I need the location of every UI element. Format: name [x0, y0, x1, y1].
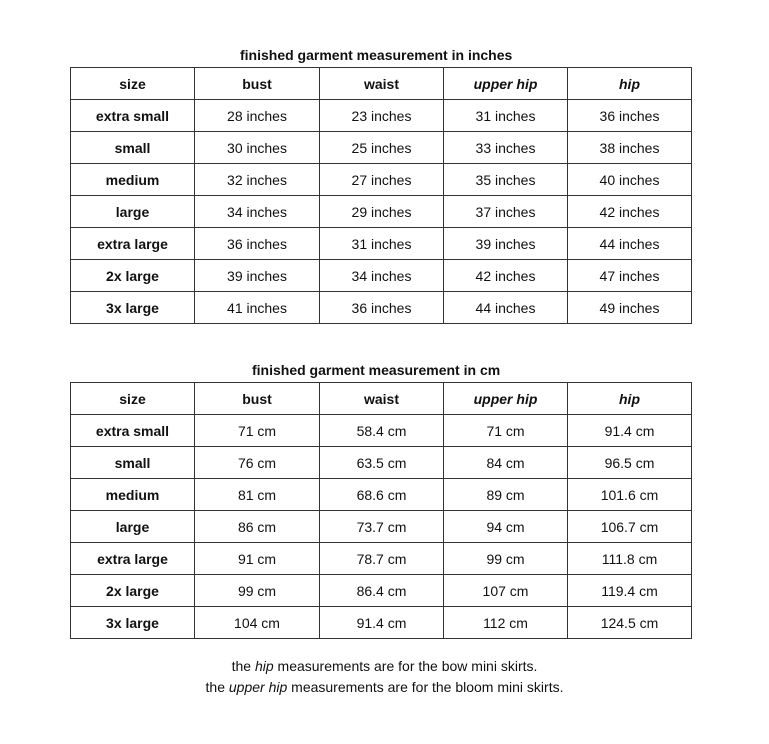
table-header-row	[71, 68, 692, 100]
bust-cell: 76 cm	[195, 447, 320, 479]
upper-hip-cell: 44 inches	[444, 292, 568, 324]
footnotes	[0, 656, 769, 698]
size-cell: extra large	[71, 228, 195, 260]
upper-hip-cell: 37 inches	[444, 196, 568, 228]
waist-cell: 36 inches	[320, 292, 444, 324]
upper-hip-cell: 71 cm	[444, 415, 568, 447]
bust-cell: 28 inches	[195, 100, 320, 132]
header-hip: hip	[568, 383, 692, 415]
bust-cell: 99 cm	[195, 575, 320, 607]
waist-cell: 25 inches	[320, 132, 444, 164]
waist-cell: 78.7 cm	[320, 543, 444, 575]
footnote-term: hip	[254, 658, 274, 674]
hip-cell: 38 inches	[568, 132, 692, 164]
inches-measurement-table	[70, 67, 692, 324]
hip-cell: 36 inches	[568, 100, 692, 132]
size-cell: 3x large	[71, 292, 195, 324]
size-cell: small	[71, 132, 195, 164]
table-row	[71, 511, 692, 543]
table-row	[71, 543, 692, 575]
waist-cell: 91.4 cm	[320, 607, 444, 639]
hip-cell: 101.6 cm	[568, 479, 692, 511]
header-waist: waist	[320, 68, 444, 100]
footnote-upper-hip: the upper hip measurements are for the bloom mini skirts.	[205, 679, 564, 695]
size-cell: large	[71, 511, 195, 543]
waist-cell: 29 inches	[320, 196, 444, 228]
footnote-hip: the hip measurements are for the bow mini skirts.	[231, 658, 538, 674]
waist-cell: 63.5 cm	[320, 447, 444, 479]
footnote-term: upper hip	[228, 679, 288, 695]
bust-cell: 36 inches	[195, 228, 320, 260]
upper-hip-cell: 31 inches	[444, 100, 568, 132]
hip-cell: 44 inches	[568, 228, 692, 260]
size-cell: small	[71, 447, 195, 479]
waist-cell: 68.6 cm	[320, 479, 444, 511]
upper-hip-cell: 94 cm	[444, 511, 568, 543]
table-row	[71, 196, 692, 228]
bust-cell: 30 inches	[195, 132, 320, 164]
waist-cell: 34 inches	[320, 260, 444, 292]
table-row	[71, 479, 692, 511]
hip-cell: 119.4 cm	[568, 575, 692, 607]
size-cell: extra large	[71, 543, 195, 575]
header-upper-hip: upper hip	[444, 383, 568, 415]
upper-hip-cell: 84 cm	[444, 447, 568, 479]
size-cell: 2x large	[71, 575, 195, 607]
waist-cell: 58.4 cm	[320, 415, 444, 447]
hip-cell: 42 inches	[568, 196, 692, 228]
bust-cell: 91 cm	[195, 543, 320, 575]
size-cell: extra small	[71, 415, 195, 447]
size-cell: extra small	[71, 100, 195, 132]
size-cell: medium	[71, 164, 195, 196]
bust-cell: 32 inches	[195, 164, 320, 196]
bust-cell: 81 cm	[195, 479, 320, 511]
header-upper-hip: upper hip	[444, 68, 568, 100]
waist-cell: 31 inches	[320, 228, 444, 260]
table-row	[71, 164, 692, 196]
upper-hip-cell: 39 inches	[444, 228, 568, 260]
size-cell: 3x large	[71, 607, 195, 639]
table-row	[71, 575, 692, 607]
table-row	[71, 447, 692, 479]
hip-cell: 124.5 cm	[568, 607, 692, 639]
hip-cell: 49 inches	[568, 292, 692, 324]
waist-cell: 23 inches	[320, 100, 444, 132]
upper-hip-cell: 89 cm	[444, 479, 568, 511]
header-size: size	[71, 383, 195, 415]
cm-measurement-table	[70, 382, 692, 639]
hip-cell: 47 inches	[568, 260, 692, 292]
table-row	[71, 228, 692, 260]
hip-cell: 40 inches	[568, 164, 692, 196]
upper-hip-cell: 42 inches	[444, 260, 568, 292]
bust-cell: 104 cm	[195, 607, 320, 639]
waist-cell: 73.7 cm	[320, 511, 444, 543]
upper-hip-cell: 99 cm	[444, 543, 568, 575]
bust-cell: 39 inches	[195, 260, 320, 292]
upper-hip-cell: 33 inches	[444, 132, 568, 164]
upper-hip-cell: 112 cm	[444, 607, 568, 639]
size-cell: large	[71, 196, 195, 228]
waist-cell: 86.4 cm	[320, 575, 444, 607]
hip-cell: 91.4 cm	[568, 415, 692, 447]
bust-cell: 41 inches	[195, 292, 320, 324]
hip-cell: 111.8 cm	[568, 543, 692, 575]
size-cell: 2x large	[71, 260, 195, 292]
header-bust: bust	[195, 68, 320, 100]
size-cell: medium	[71, 479, 195, 511]
bust-cell: 34 inches	[195, 196, 320, 228]
table-row	[71, 100, 692, 132]
header-hip: hip	[568, 68, 692, 100]
table-row	[71, 132, 692, 164]
waist-cell: 27 inches	[320, 164, 444, 196]
table-row	[71, 292, 692, 324]
cm-table-title: finished garment measurement in cm	[252, 362, 501, 378]
inches-table-title: finished garment measurement in inches	[240, 47, 513, 63]
table-row	[71, 260, 692, 292]
hip-cell: 96.5 cm	[568, 447, 692, 479]
table-row	[71, 607, 692, 639]
bust-cell: 86 cm	[195, 511, 320, 543]
table-row	[71, 415, 692, 447]
upper-hip-cell: 107 cm	[444, 575, 568, 607]
table-header-row	[71, 383, 692, 415]
upper-hip-cell: 35 inches	[444, 164, 568, 196]
header-waist: waist	[320, 383, 444, 415]
header-size: size	[71, 68, 195, 100]
bust-cell: 71 cm	[195, 415, 320, 447]
hip-cell: 106.7 cm	[568, 511, 692, 543]
header-bust: bust	[195, 383, 320, 415]
